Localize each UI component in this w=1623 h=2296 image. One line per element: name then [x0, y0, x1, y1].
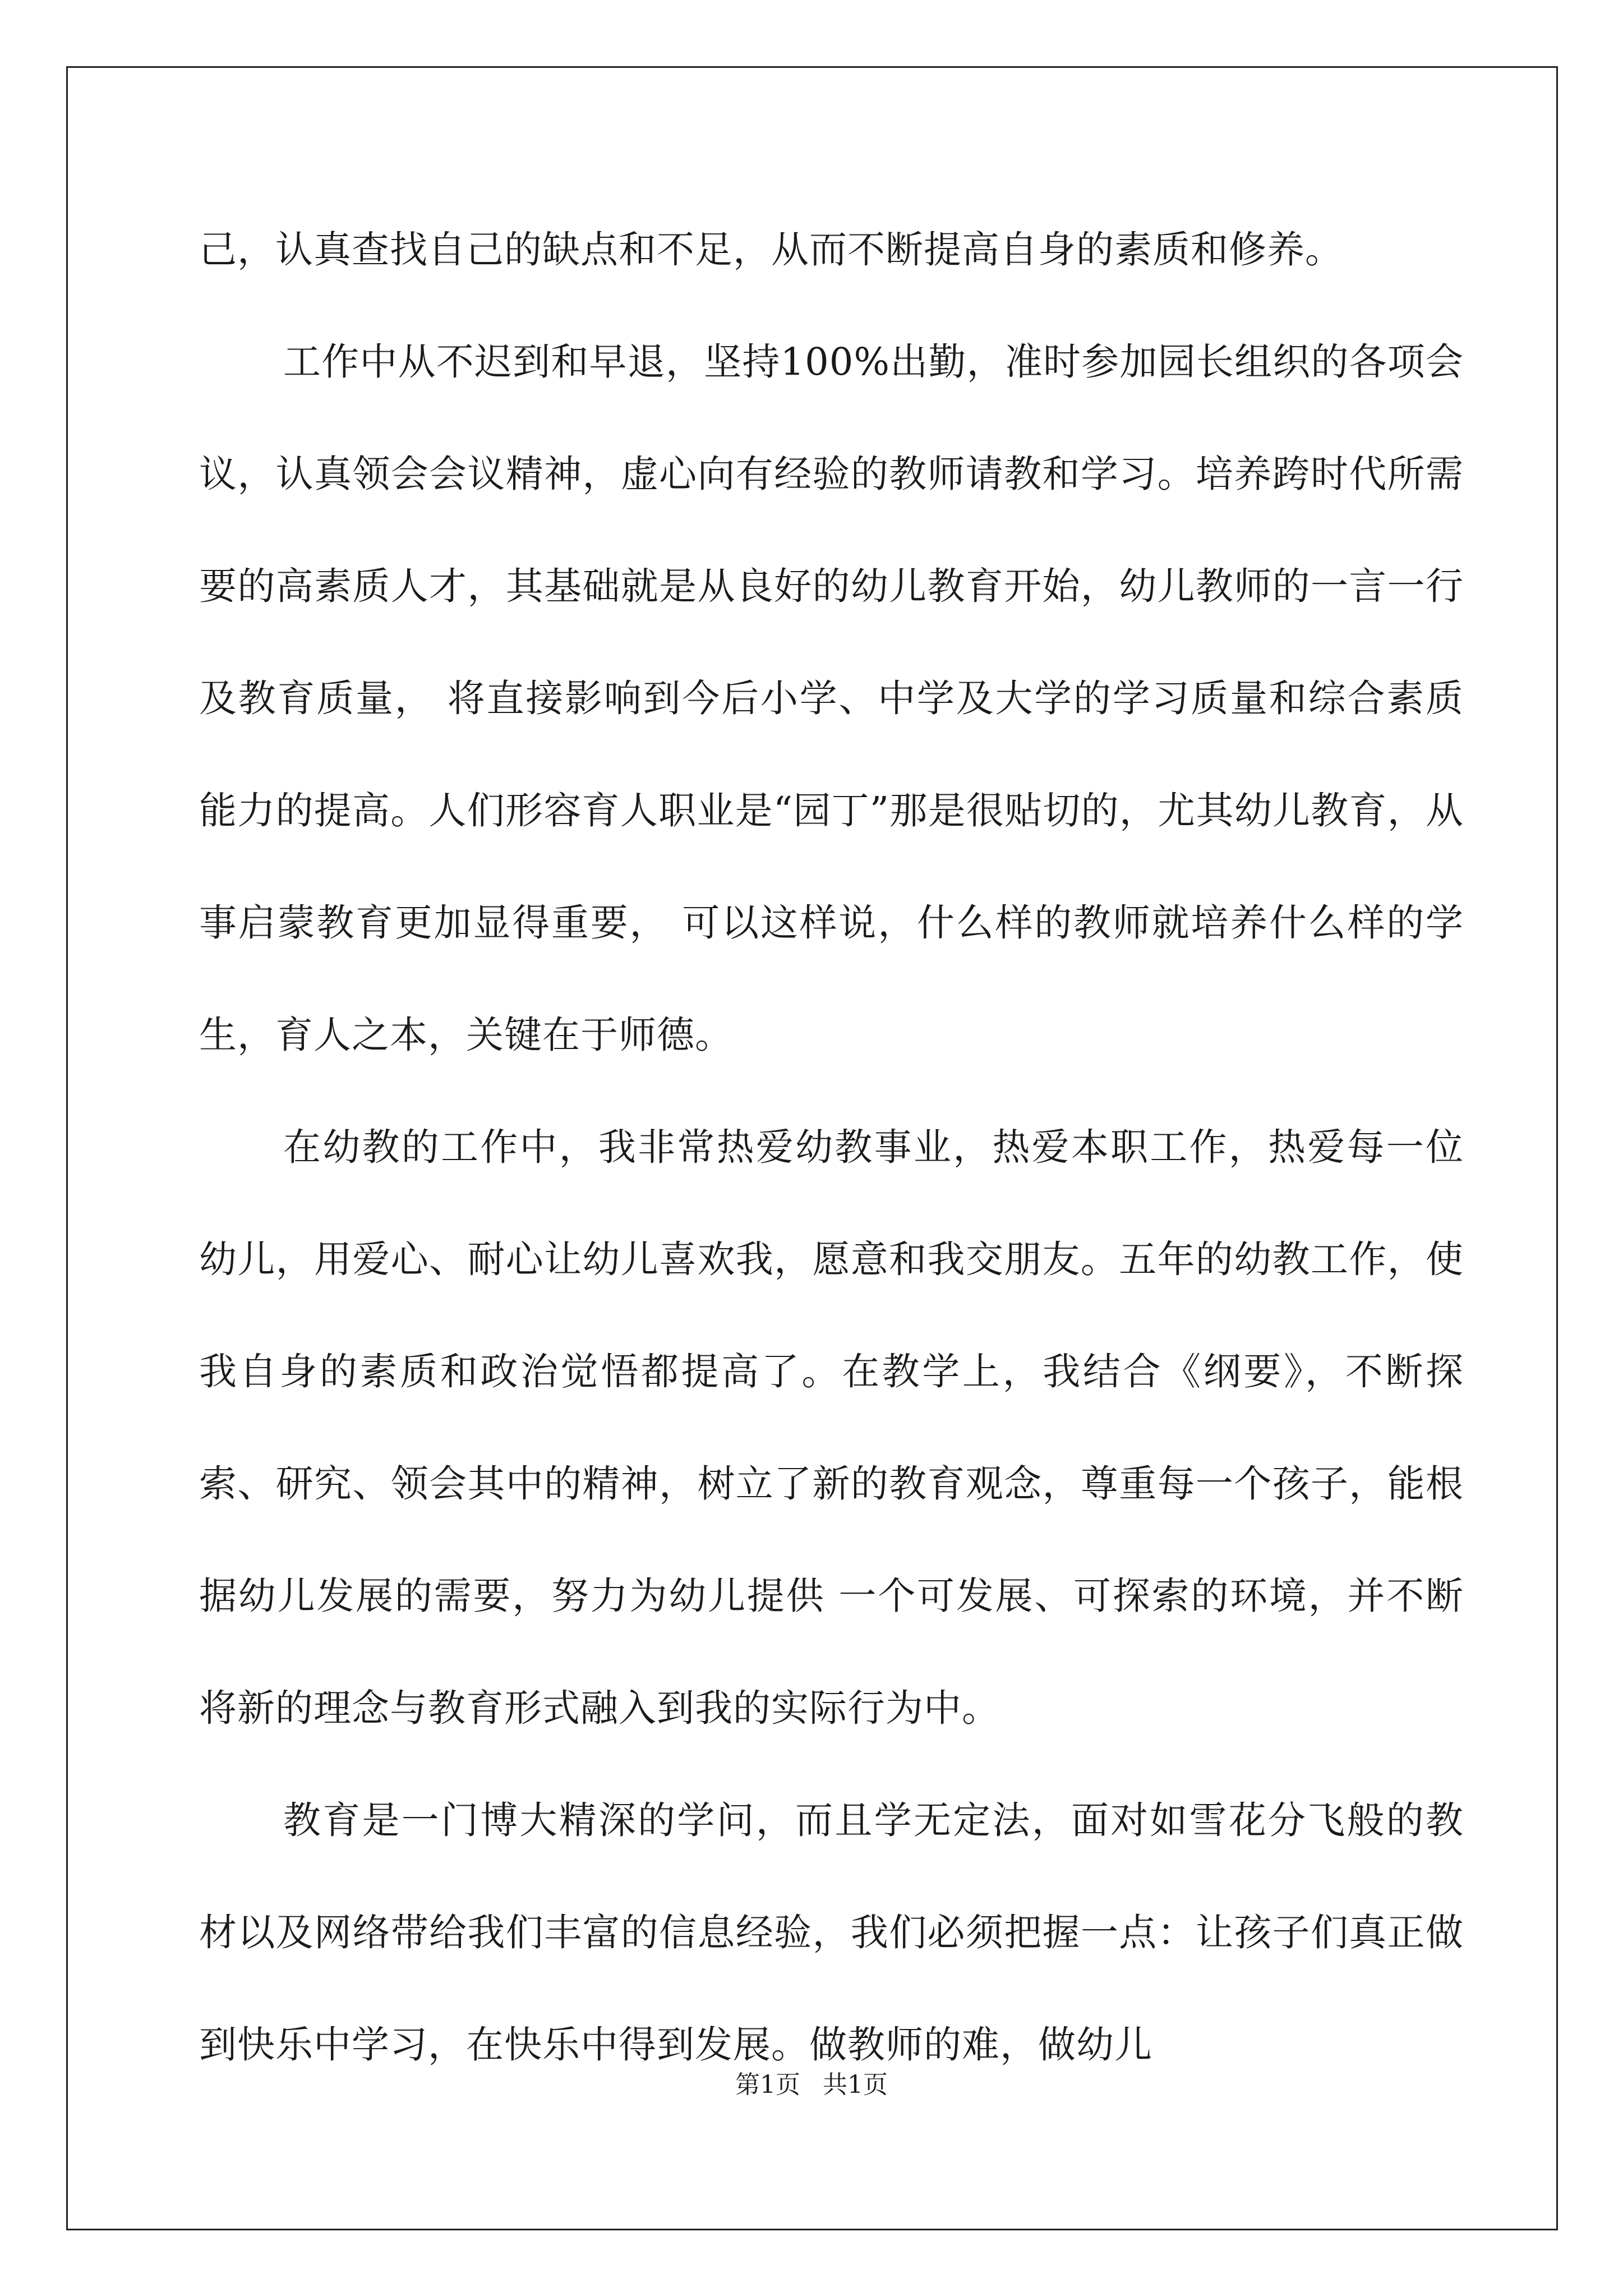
document-body [199, 194, 1464, 2101]
paragraph-4: 教育是一门博大精深的学问，而且学无定法，面对如雪花分飞般的教材以及网络带给我们丰富的信息经验，我们必须把握一点：让孩子们真正做到快乐中学习，在快乐中得到发展。做教师的难，做幼儿 [199, 1798, 1464, 2067]
paragraph-3: 在幼教的工作中，我非常热爱幼教事业，热爱本职工作，热爱每一位幼儿，用爱心、耐心让幼儿喜欢我，愿意和我交朋友。五年的幼教工作，使我自身的素质和政治觉悟都提高了。在教学上，我结合《纲要》，不断探索、研究、领会其中的精神，树立了新的教育观念，尊重每一个孩子，能根据幼儿发展的需要，努力为幼儿提供 一个可发展、可探索的环境，并不断将新的理念与教育形式融入到我的实际行为中。 [199, 1125, 1464, 1730]
page-number: 第1页 [735, 2070, 800, 2099]
page-total: 共1页 [823, 2070, 888, 2099]
paragraph-1: 己，认真查找自己的缺点和不足，从而不断提高自身的素质和修养。 [199, 228, 1343, 272]
page-footer [0, 2064, 1623, 2100]
paragraph-2: 工作中从不迟到和早退，坚持100%出勤，准时参加园长组织的各项会议，认真领会会议精神，虚心向有经验的教师请教和学习。培养跨时代所需要的高素质人才，其基础就是从良好的幼儿教育开始，幼儿教师的一言一行及教育质量， 将直接影响到今后小学、中学及大学的学习质量和综合素质能力的提高。人们形容育人职业是“园丁”那是很贴切的，尤其幼儿教育，从事启蒙教育更加显得重要， 可以这样说，什么样的教师就培养什么样的学生，育人之本，关键在于师德。 [199, 340, 1464, 1057]
